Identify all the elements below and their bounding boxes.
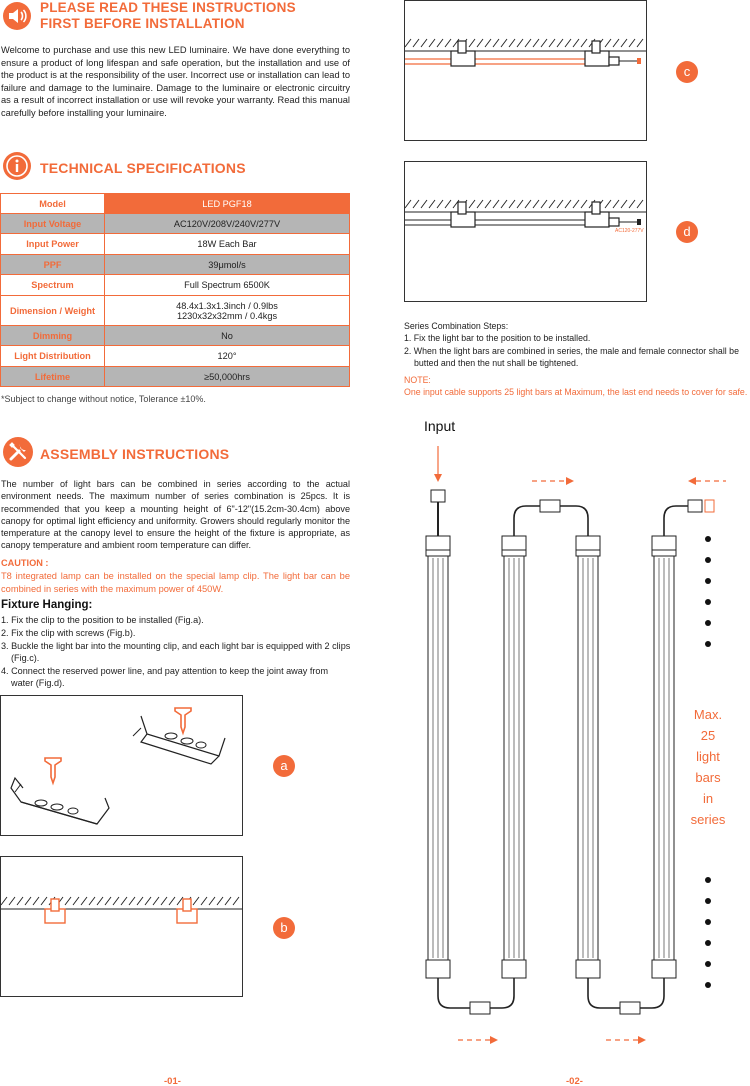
spec-value: AC120V/208V/240V/277V — [105, 214, 350, 234]
series-title: Series Combination Steps: — [404, 321, 509, 331]
figure-d — [404, 161, 647, 302]
continuation-dot — [705, 982, 711, 988]
continuation-dot — [705, 557, 711, 563]
spec-value: ≥50,000hrs — [105, 367, 350, 387]
continuation-dot — [705, 898, 711, 904]
max-line: in — [702, 791, 714, 806]
step-1: 1. Fix the clip to the position to be installed (Fig.a). — [1, 615, 204, 625]
caution-label: CAUTION : — [1, 558, 49, 568]
info-icon — [2, 151, 32, 181]
series-step-1: 1. Fix the light bar to the position to be installed. — [404, 333, 591, 343]
assembly-body: The number of light bars can be combined in series according to the actual environment needs. The maximum number of series combination is 25pcs. It is recommended that you keep a mounting height of 6"-12"(15.2cm-30.4cm) above canopy for optimal light efficiency and uniformity. Growers should regularly monitor the temperature at the canopy level to ensure the height of the fixture is appropriate, as canopy temperature and ambient room temperature can differ. — [1, 479, 350, 551]
step-3-cont: (Fig.c). — [11, 653, 40, 663]
warning-title-line1: PLEASE READ THESE INSTRUCTIONS — [40, 0, 296, 15]
continuation-dot — [705, 940, 711, 946]
spec-key-text: Dimension / Weight — [9, 305, 96, 316]
step-2: 2. Fix the clip with screws (Fig.b). — [1, 628, 136, 638]
spec-value — [105, 296, 350, 326]
max-line: 25 — [700, 728, 716, 743]
max-line: Max. — [693, 707, 723, 722]
input-label: Input — [424, 418, 456, 434]
figure-d-voltage-label: AC120-277V — [615, 228, 644, 234]
spec-key: Light Distribution — [1, 346, 105, 367]
series-step-2: 2. When the light bars are combined in series, the male and female connector shall be — [404, 346, 739, 356]
continuation-dot — [705, 641, 711, 647]
figure-c-badge: c — [676, 61, 698, 83]
series-note-text: One input cable supports 25 light bars at Maximum, the last end needs to cover for safe. — [404, 387, 748, 397]
page-number-left: -01- — [164, 1076, 181, 1086]
spec-value-line1: 48.4x1.3x1.3inch / 0.9lbs — [176, 300, 278, 311]
spec-key — [1, 296, 105, 326]
figure-d-badge: d — [676, 221, 698, 243]
spec-value-line2: 1230x32x32mm / 0.4kgs — [176, 310, 278, 321]
spec-value: 120° — [105, 346, 350, 367]
page-number-right: -02- — [566, 1076, 583, 1086]
spec-header-key: Model — [1, 194, 105, 214]
spec-header-value: LED PGF18 — [105, 194, 350, 214]
spec-key: PPF — [1, 255, 105, 275]
hanging-title: Fixture Hanging: — [1, 599, 93, 611]
spec-key: Input Power — [1, 234, 105, 255]
figure-a — [0, 695, 243, 836]
continuation-dot — [705, 599, 711, 605]
specs-title: TECHNICAL SPECIFICATIONS — [40, 160, 246, 176]
max-series-label — [678, 704, 738, 830]
spec-value: Full Spectrum 6500K — [105, 275, 350, 296]
spec-key: Spectrum — [1, 275, 105, 296]
spec-key: Dimming — [1, 326, 105, 346]
continuation-dot — [705, 919, 711, 925]
continuation-dot — [705, 536, 711, 542]
spec-key: Lifetime — [1, 367, 105, 387]
spec-value: 18W Each Bar — [105, 234, 350, 255]
figure-b-badge: b — [273, 917, 295, 939]
series-step-2-cont: butted and then the nut shall be tightened. — [414, 358, 579, 368]
spec-note: *Subject to change without notice, Tolerance ±10%. — [1, 394, 206, 404]
spec-value: No — [105, 326, 350, 346]
caution-text: T8 integrated lamp can be installed on the special lamp clip. The light bar can be combined in series with the maximum power of 450W. — [1, 571, 350, 594]
continuation-dot — [705, 961, 711, 967]
warning-body: Welcome to purchase and use this new LED luminaire. We have done everything to ensure a product of long lifespan and safe operation, but the installation and use of the product is at the responsibility of the user. Incorrect use or installation can lead to failure and damage to the luminaire. Damage to the luminaire or electronic circuitry as a result of incorrect installation or use will revoke your warranty. Read this manual carefully before installing your luminaire. — [1, 45, 350, 118]
warning-title-line2: FIRST BEFORE INSTALLATION — [40, 16, 245, 31]
max-line: series — [690, 812, 726, 827]
spec-key: Input Voltage — [1, 214, 105, 234]
step-3: 3. Buckle the light bar into the mounting clip, and each light bar is equipped with 2 clips — [1, 641, 351, 651]
step-4-cont: water (Fig.d). — [11, 678, 65, 688]
max-line: bars — [695, 770, 721, 785]
spec-table — [0, 193, 350, 387]
figure-a-badge: a — [273, 755, 295, 777]
step-4: 4. Connect the reserved power line, and pay attention to keep the joint away from — [1, 666, 329, 676]
figure-b — [0, 856, 243, 997]
speaker-icon — [2, 1, 32, 31]
continuation-dot — [705, 620, 711, 626]
continuation-dot — [705, 578, 711, 584]
spec-value: 39μmol/s — [105, 255, 350, 275]
figure-c — [404, 0, 647, 141]
assembly-title: ASSEMBLY INSTRUCTIONS — [40, 446, 230, 462]
series-note-label: NOTE: — [404, 375, 431, 385]
max-line: light — [696, 749, 720, 764]
tools-icon — [2, 436, 34, 468]
continuation-dot — [705, 877, 711, 883]
